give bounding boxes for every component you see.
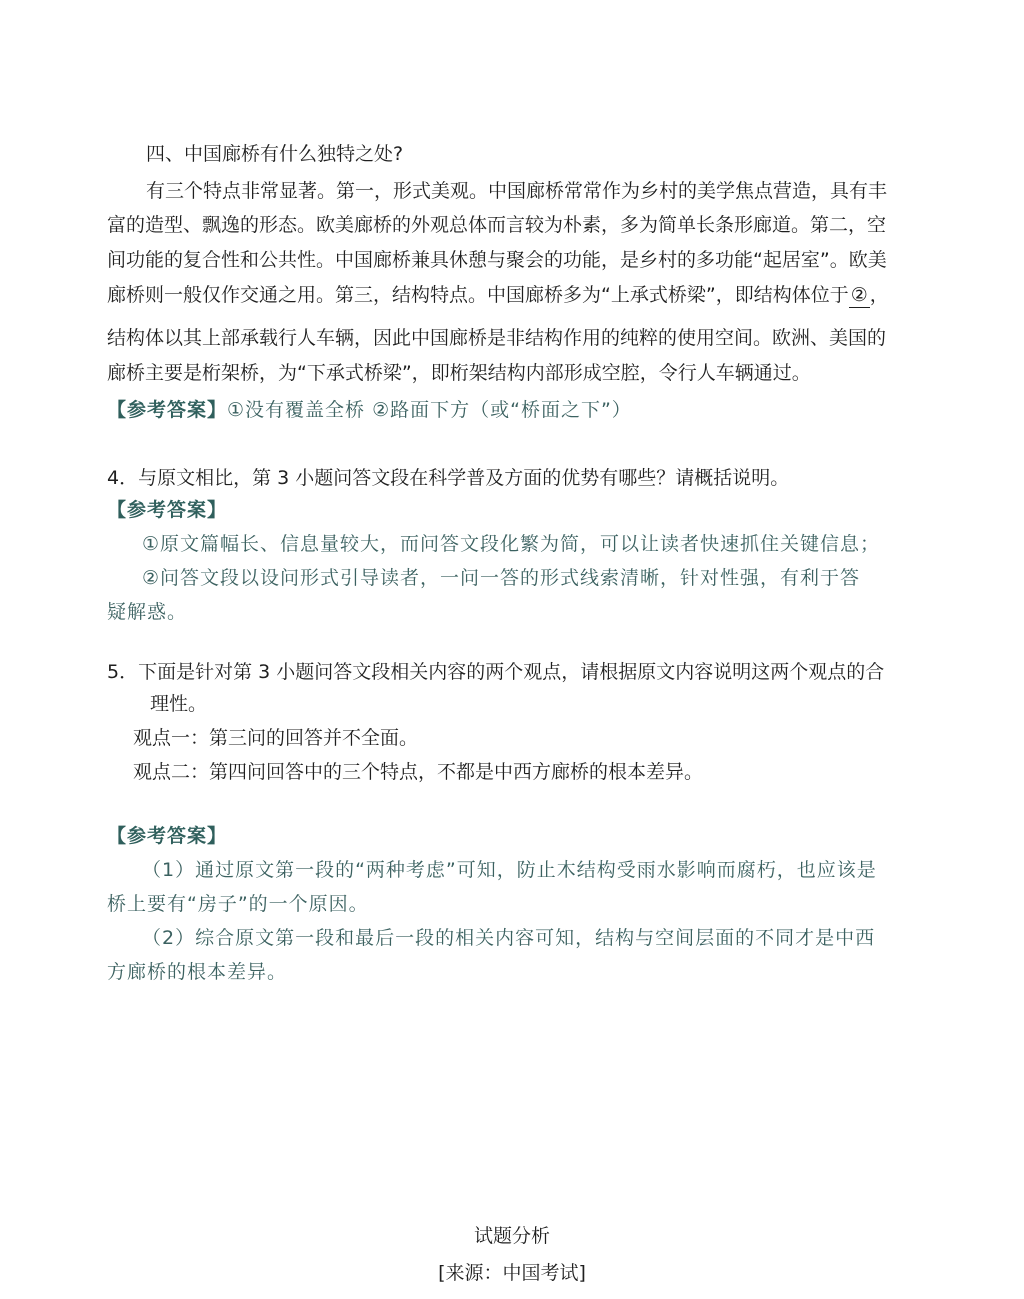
answer-line: ②问答文段以设问形式引导读者，一问一答的形式线索清晰，针对性强，有利于答 bbox=[142, 567, 861, 589]
answer-line: 疑解惑。 bbox=[107, 601, 188, 623]
answer-line: ①原文篇幅长、信息量较大，而问答文段化繁为简，可以让读者快速抓住关键信息； bbox=[142, 533, 881, 555]
answer-label: 【参考答案】 bbox=[107, 399, 228, 421]
answer-line: 桥上要有“房子”的一个原因。 bbox=[107, 893, 369, 915]
paragraph-line: 间功能的复合性和公共性。中国廊桥兼具休憩与聚会的功能，是乡村的多功能“起居室”。欧美 bbox=[107, 249, 887, 271]
answer-line: 方廊桥的根本差异。 bbox=[107, 961, 288, 983]
answer-text: ①没有覆盖全桥 ②路面下方（或“桥面之下”） bbox=[227, 399, 632, 421]
footer-source: [来源：中国考试] bbox=[438, 1262, 586, 1284]
paragraph-line: 富的造型、飘逸的形态。欧美廊桥的外观总体而言较为朴素，多为简单长条形廊道。第二，空 bbox=[107, 214, 887, 236]
question-text: 理性。 bbox=[150, 693, 208, 715]
viewpoint-one: 观点一：第三问的回答并不全面。 bbox=[133, 727, 419, 749]
paragraph-line: 有三个特点非常显著。第一，形式美观。中国廊桥常常作为乡村的美学焦点营造，具有丰 bbox=[146, 180, 888, 202]
answer-line bbox=[107, 396, 632, 424]
answer-label: 【参考答案】 bbox=[107, 825, 228, 847]
paragraph-text: ， bbox=[869, 284, 889, 306]
section-title: 四、中国廊桥有什么独特之处? bbox=[146, 143, 404, 165]
answer-label: 【参考答案】 bbox=[107, 499, 228, 521]
fill-blank: ② bbox=[850, 284, 868, 306]
question-text: 4．与原文相比，第 3 小题问答文段在科学普及方面的优势有哪些？请概括说明。 bbox=[107, 467, 790, 489]
paragraph-line: 廊桥主要是桁架桥，为“下承式桥梁”，即桁架结构内部形成空腔，令行人车辆通过。 bbox=[107, 362, 811, 384]
paragraph-text: 廊桥则一般仅作交通之用。第三，结构特点。中国廊桥多为“上承式桥梁”，即结构体位于 bbox=[107, 284, 849, 306]
question-text: 5．下面是针对第 3 小题问答文段相关内容的两个观点，请根据原文内容说明这两个观点的合 bbox=[107, 661, 885, 683]
answer-line: （1）通过原文第一段的“两种考虑”可知，防止木结构受雨水影响而腐朽，也应该是 bbox=[142, 859, 877, 881]
paragraph-line: 结构体以其上部承载行人车辆，因此中国廊桥是非结构作用的纯粹的使用空间。欧洲、美国的 bbox=[107, 327, 887, 349]
footer-title: 试题分析 bbox=[473, 1225, 550, 1247]
answer-line: （2）综合原文第一段和最后一段的相关内容可知，结构与空间层面的不同才是中西 bbox=[142, 927, 876, 949]
paragraph-line bbox=[107, 281, 889, 309]
viewpoint-two: 观点二：第四问回答中的三个特点，不都是中西方廊桥的根本差异。 bbox=[133, 761, 704, 783]
